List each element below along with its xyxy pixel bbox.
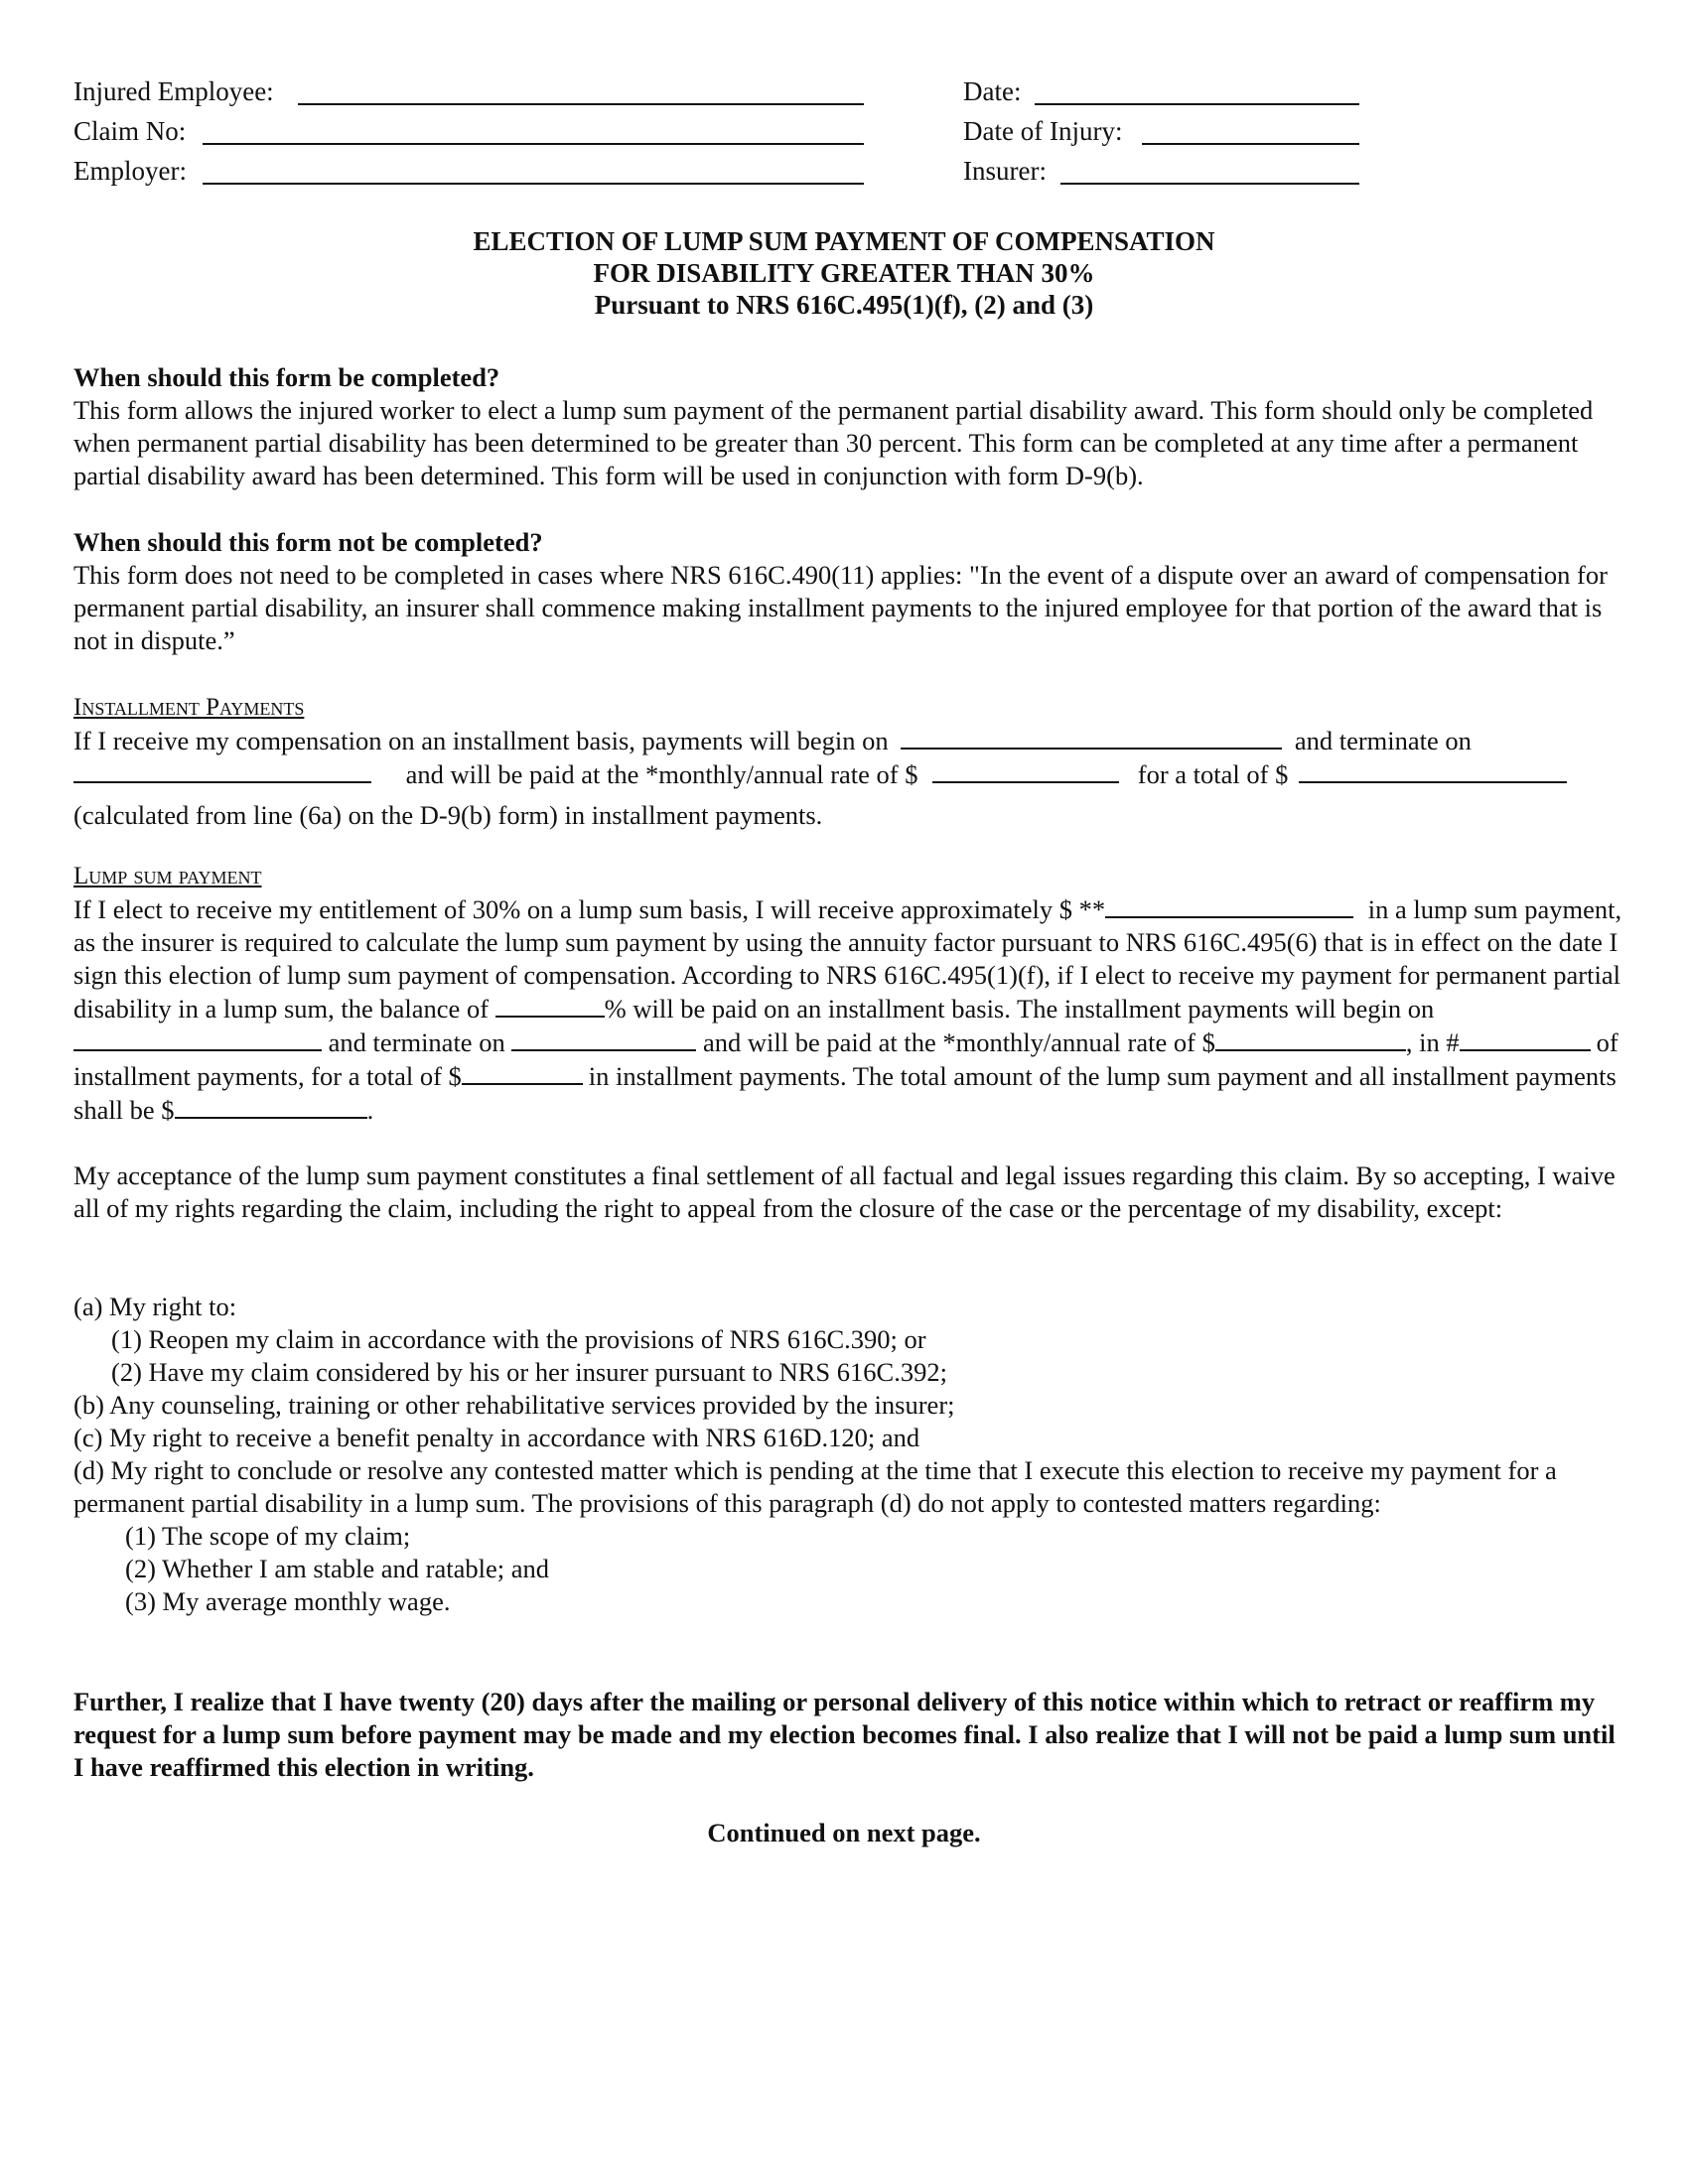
installment-rate-field[interactable] (932, 757, 1119, 783)
balance-percent-field[interactable] (495, 992, 605, 1018)
lump-sum-text-4: and terminate on (328, 1027, 505, 1057)
when-completed-heading: When should this form be completed? (73, 362, 500, 392)
lump-sum-text-7: of installment payments, for a total of $ (73, 1027, 1618, 1091)
installment-count-field[interactable] (1460, 1025, 1591, 1051)
claim-no-field[interactable] (203, 143, 864, 145)
acceptance-paragraph: My acceptance of the lump sum payment constitutes a final settlement of all factual and legal issues regarding this claim. By so accepting, I waive all of my rights regarding the claim, including the right to appeal from the closure of the case or the percentage of my disability, except: (73, 1160, 1616, 1223)
right-d: (d) My right to conclude or resolve any contested matter which is pending at the time that I execute this election to receive my payment for a permanent partial disability in a lump sum. The provisions of this paragraph (d) do not apply to contested matters regarding: (73, 1455, 1557, 1518)
right-d2: (2) Whether I am stable and ratable; and (125, 1554, 550, 1583)
continued-note: Continued on next page. (707, 1818, 981, 1847)
installment-text-1: If I receive my compensation on an installment basis, payments will begin on (73, 726, 889, 755)
lump-sum-text-3: % will be paid on an installment basis. The installment payments will begin on (604, 994, 1435, 1024)
insurer-label: Insurer: (963, 156, 1047, 186)
title-line-1: ELECTION OF LUMP SUM PAYMENT OF COMPENSATION (473, 226, 1215, 256)
installment-begin-date-field[interactable] (901, 724, 1282, 750)
injured-employee-field[interactable] (298, 103, 864, 105)
right-a2: (2) Have my claim considered by his or her insurer pursuant to NRS 616C.392; (111, 1357, 947, 1387)
title-line-2: FOR DISABILITY GREATER THAN 30% (593, 258, 1095, 288)
lump-installment-total-field[interactable] (462, 1059, 583, 1085)
lump-sum-text-9: . (366, 1095, 374, 1125)
when-not-completed-text: This form does not need to be completed in cases where NRS 616C.490(11) applies: "In the event of a dispute over an award of compensation for permanent partial disability, an insurer shall commence making installment payments to the injured employee for that portion of the award that is not in dispute.” (73, 560, 1608, 655)
rights-list (73, 1291, 1622, 1618)
right-d1: (1) The scope of my claim; (125, 1521, 411, 1551)
installment-section (73, 691, 1622, 832)
date-of-injury-label: Date of Injury: (963, 116, 1123, 146)
lump-installment-end-field[interactable] (511, 1025, 696, 1051)
claim-no-label: Claim No: (73, 116, 187, 146)
date-label: Date: (963, 76, 1022, 106)
date-field[interactable] (1035, 103, 1359, 105)
installment-total-field[interactable] (1299, 757, 1567, 783)
installment-end-date-field[interactable] (73, 757, 371, 783)
lump-sum-text-1: If I elect to receive my entitlement of 30% on a lump sum basis, I will receive approximately $ ** (73, 894, 1106, 924)
lump-sum-text-5: and will be paid at the *monthly/annual rate of $ (702, 1027, 1215, 1057)
lump-installment-rate-field[interactable] (1215, 1025, 1406, 1051)
right-a: (a) My right to: (73, 1292, 237, 1321)
installment-text-2: and terminate on (1294, 726, 1472, 755)
right-c: (c) My right to receive a benefit penalty in accordance with NRS 616D.120; and (73, 1423, 920, 1452)
when-completed-text: This form allows the injured worker to elect a lump sum payment of the permanent partial disability award. This form should only be completed when permanent partial disability has been determined to be greater than 30 percent. This form can be completed at any time after a permanent partial disability award has been determined. This form will be used in conjunction with form D-9(b). (73, 395, 1594, 490)
lump-sum-text-6: , in # (1405, 1027, 1460, 1057)
further-paragraph: Further, I realize that I have twenty (20) days after the mailing or personal delivery of this notice within which to retract or reaffirm my request for a lump sum before payment may be made and my election becomes final. I also realize that I will not be paid a lump sum until I have reaffirmed this election in writing. (73, 1687, 1616, 1782)
lump-sum-section (73, 860, 1622, 1127)
installment-text-5: (calculated from line (6a) on the D-9(b) form) in installment payments. (73, 800, 823, 830)
lump-sum-text-2: in a lump sum payment, as the insurer is required to calculate the lump sum payment by using the annuity factor pursuant to NRS 616C.495(6) that is in effect on the date I sign this election of lump sum payment of compensation. According to NRS 616C.495(1)(f), if I elect to receive my payment for permanent partial disability in a lump sum, the balance of (73, 894, 1622, 1024)
employer-label: Employer: (73, 156, 187, 186)
title-line-3: Pursuant to NRS 616C.495(1)(f), (2) and (3) (594, 290, 1094, 320)
installment-heading: Installment Payments (73, 694, 305, 721)
right-a1: (1) Reopen my claim in accordance with the provisions of NRS 616C.390; or (111, 1324, 926, 1354)
installment-text-4: for a total of $ (1137, 759, 1289, 789)
grand-total-field[interactable] (175, 1093, 367, 1119)
lump-sum-heading: Lump sum payment (73, 863, 262, 889)
employer-field[interactable] (203, 183, 864, 185)
insurer-field[interactable] (1060, 183, 1359, 185)
lump-installment-begin-field[interactable] (73, 1025, 322, 1051)
when-completed-section (73, 361, 1622, 492)
form-title (0, 225, 1688, 321)
injured-employee-label: Injured Employee: (73, 76, 274, 106)
lump-sum-text-8: in installment payments. The total amount of the lump sum payment and all installment payments shall be $ (73, 1061, 1617, 1125)
when-not-completed-section (73, 526, 1622, 657)
date-of-injury-field[interactable] (1142, 143, 1359, 145)
lump-sum-amount-field[interactable] (1105, 892, 1353, 918)
right-d3: (3) My average monthly wage. (125, 1586, 451, 1616)
right-b: (b) Any counseling, training or other rehabilitative services provided by the insurer; (73, 1390, 955, 1420)
when-not-completed-heading: When should this form not be completed? (73, 527, 543, 557)
installment-text-3: and will be paid at the *monthly/annual rate of $ (405, 759, 918, 789)
